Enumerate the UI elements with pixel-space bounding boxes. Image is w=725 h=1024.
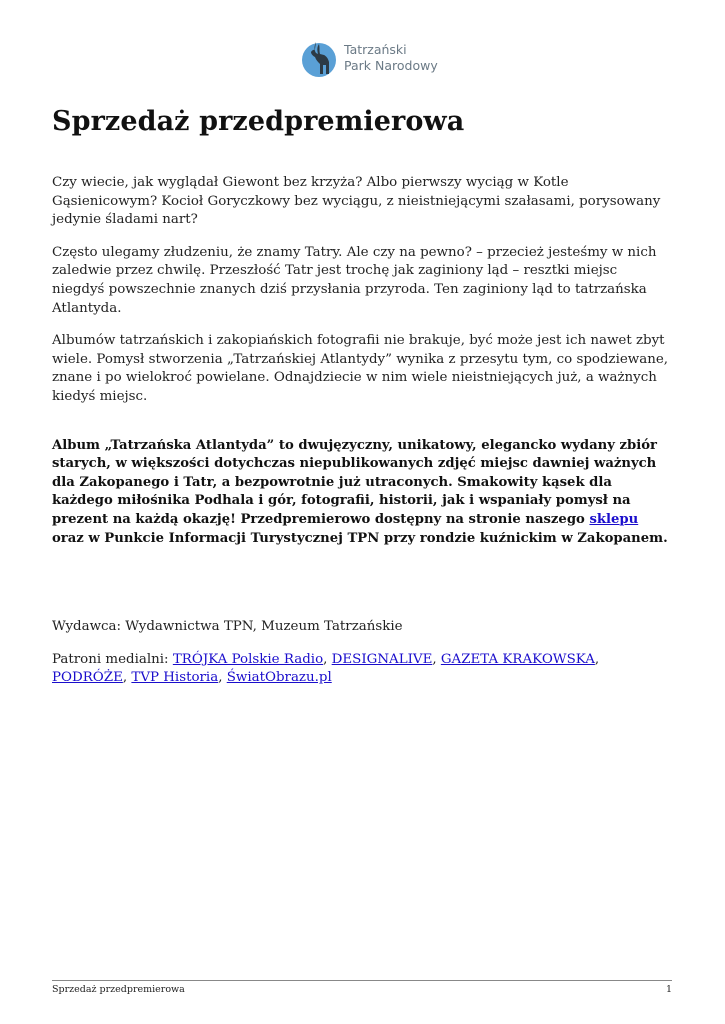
- paragraph-2: Często ulegamy złudzeniu, że znamy Tatry. Ale czy na pewno? – przecież jesteśmy w nich zaledwie przez chwilę. Przeszłość Tatr jest trochę jak zaginiony ląd – resztki miejsc niegdyś powszechnie znanych dziś przysłania przyroda. Ten zaginiony ląd to tatrzańska Atlantyda.: [52, 244, 657, 316]
- album-description-text: Album „Tatrzańska Atlantyda” to dwujęzyczny, unikatowy, elegancko wydany zbiór starych, w większości dotychczas niepublikowanych zdjęć miejsc dawniej ważnych dla Zakopanego i Tatr, a bezpowrotnie już utraconych. Smakowity kąsek dla każdego miłośnika Podhala i gór, fotografii, historii, jak i wspaniały pomysł na prezent na każdą okazję! Przedpremierowo dostępny na stronie naszego: [52, 437, 657, 527]
- separator: ,: [432, 651, 441, 667]
- logo-line-2: Park Narodowy: [344, 58, 438, 73]
- media-patrons: [52, 651, 672, 688]
- shop-link[interactable]: sklepu: [589, 511, 639, 527]
- album-description-tail: oraz w Punkcie Informacji Turystycznej TPN przy rondzie kuźnickim w Zakopanem.: [52, 530, 668, 546]
- patron-link-trojka[interactable]: TRÓJKA Polskie Radio: [172, 651, 324, 667]
- album-description: [52, 437, 672, 549]
- patron-link-gazeta-krakowska[interactable]: GAZETA KRAKOWSKA: [440, 651, 595, 667]
- publisher-line: Wydawca: Wydawnictwa TPN, Muzeum Tatrzańskie: [52, 619, 403, 635]
- logo-line-1: Tatrzański: [344, 42, 407, 57]
- page-number: 1: [665, 984, 672, 995]
- separator: ,: [218, 670, 227, 686]
- patron-link-designalive[interactable]: DESIGNALIVE: [331, 651, 433, 667]
- separator: ,: [122, 670, 132, 686]
- patron-link-podroze[interactable]: PODRÓŻE: [52, 670, 123, 686]
- patron-link-swiat-obrazu[interactable]: ŚwiatObrazu.pl: [226, 670, 332, 686]
- footer-title: Sprzedaż przedpremierowa: [52, 984, 185, 995]
- chamois-logo-icon: [302, 38, 340, 78]
- logo-text: [344, 42, 438, 74]
- separator: ,: [594, 651, 600, 667]
- article-body: [52, 174, 672, 702]
- paragraph-1: Czy wiecie, jak wyglądał Giewont bez krzyża? Albo pierwszy wyciąg w Kotle Gąsienicowym? Kocioł Goryczkowy bez wyciągu, z nieistniejącymi szałasami, porysowany jedynie śladami nart?: [52, 175, 661, 228]
- paragraph-3: Albumów tatrzańskich i zakopiańskich fotografii nie brakuje, być może jest ich nawet zbyt wiele. Pomysł stworzenia „Tatrzańskiej Atlantydy” wynika z przesytu tym, co spodziewane, znane i po wielokroć powielane. Odnajdziecie w nim wiele nieistniejących już, a ważnych kiedyś miejsc.: [52, 333, 669, 404]
- media-patrons-label: Patroni medialni:: [52, 651, 173, 667]
- page-footer: [52, 980, 672, 996]
- tpn-logo[interactable]: [302, 38, 438, 78]
- separator: ,: [323, 651, 332, 667]
- page-title: Sprzedaż przedpremierowa: [52, 106, 465, 137]
- patron-link-tvp-historia[interactable]: TVP Historia: [131, 670, 219, 686]
